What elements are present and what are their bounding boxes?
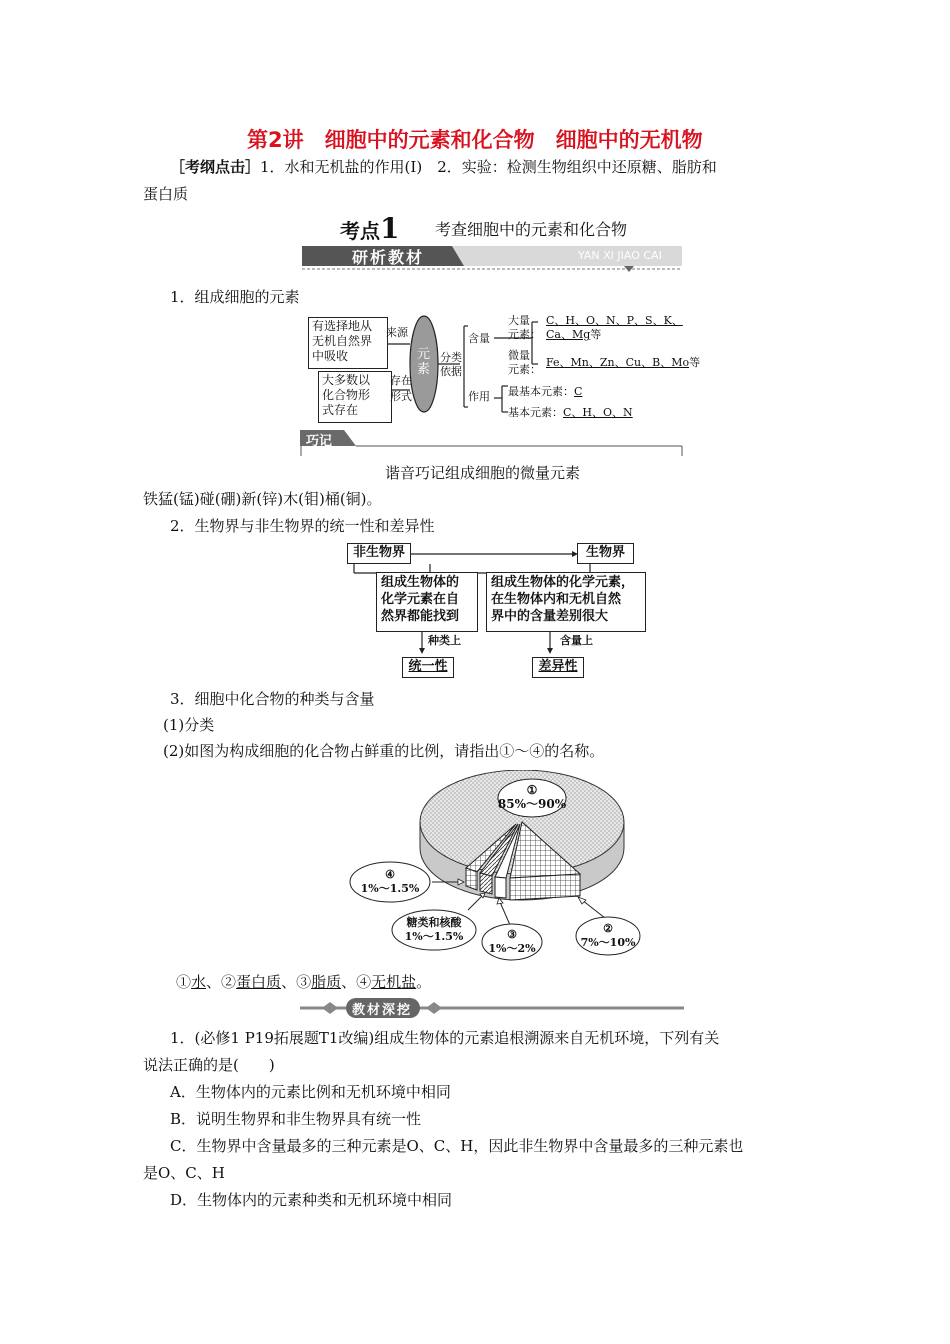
s2-left-line3: 然界都能找到 [381,609,460,624]
jiaocai-tag: 教材深挖 [352,1003,413,1018]
source-line3: 中吸收 [312,349,349,363]
answer-sep1: 、② [206,973,237,991]
major-suffix: 等 [590,328,602,341]
answer-sep2: 、③ [281,973,312,991]
s2-right-result-text: 差异性 [538,659,578,674]
s3-sub1: (1)分类 [163,716,215,734]
s3-heading: 3．细胞中化合物的种类与含量 [170,690,375,708]
pie-label-sugar-value: 1%～1.5% [404,930,464,943]
major-label-2: 元素： [508,328,541,341]
banner-right: YAN XI JIAO CAI [578,249,662,262]
minor-label-2: 元素： [508,363,541,376]
s2-right-line2: 在生物体内和无机自然 [491,592,622,607]
q1-option-c1: C．生物界中含量最多的三种元素是O、C、H，因此非生物界中含量最多的三种元素也 [170,1137,744,1155]
classify-line1: 分类 [440,351,462,364]
center-char2: 素 [417,362,431,377]
center-char1: 元 [417,347,431,362]
kaogang-tag: ［考纲点击］ [170,158,261,176]
exist-line3: 式存在 [322,403,359,417]
kaodian-number: 1 [380,212,400,245]
kaodian-label [340,212,399,245]
most-basic-value: C [574,385,583,398]
pie-label-1-value: 85%～90% [497,797,567,811]
pie-label-sugar [392,916,476,944]
major-values-2-text: Ca、Mg [546,328,591,341]
minor-label [508,349,541,377]
s2-right-arrow-label: 含量上 [560,634,593,647]
pie-label-4 [348,868,432,896]
s2-left-line1: 组成生物体的 [381,575,460,590]
q1-line2: 说法正确的是( ) [143,1056,275,1074]
qiaoji-title: 谐音巧记组成细胞的微量元素 [385,464,581,482]
exist-line1: 大多数以 [322,373,371,387]
basic-value: C、H、O、N [563,406,633,419]
answer-lipid: 脂质 [311,973,342,991]
q1-option-c2: 是O、C、H [143,1164,225,1182]
role-label: 作用 [468,390,490,403]
q1-line1: 1．(必修1 P19拓展题T1改编)组成生物体的元素追根溯源来自无机环境，下列有关 [170,1029,720,1047]
s3-answer [176,972,431,992]
exist-label-1: 存在 [390,374,412,387]
q1-option-a: A．生物体内的元素比例和无机环境中相同 [170,1083,451,1101]
classify-label [440,351,462,379]
major-label [508,314,541,342]
s2-nonliving: 非生物界 [347,543,411,564]
answer-sep3: 、④ [341,973,372,991]
s2-left-result [402,657,454,678]
s2-right-line1: 组成生物体的化学元素， [491,575,635,590]
page-title: 第2讲 细胞中的元素和化合物 细胞中的无机物 [247,128,703,152]
s2-left-box [376,572,478,632]
minor-suffix: 等 [689,356,701,369]
s2-right-result [532,657,584,678]
source-line2: 无机自然界 [312,334,373,348]
pie-label-4-value: 1%～1.5% [360,882,420,895]
qiaoji-tag: 巧记 [306,434,333,449]
kaodian-title: 考查细胞中的元素和化合物 [435,220,628,239]
s2-left-result-text: 统一性 [408,659,448,674]
qiaoji-text: 铁猛(锰)碰(硼)新(锌)木(钼)桶(铜)。 [143,490,382,508]
most-basic [508,385,582,399]
s2-left-arrow-label: 种类上 [428,634,461,647]
major-values-2 [546,328,601,342]
pie-label-3-value: 1%～2% [488,942,536,955]
major-label-1: 大量 [508,314,530,327]
pie-label-1-name: ① [526,783,538,797]
q1-option-b: B．说明生物界和非生物界具有统一性 [170,1110,422,1128]
kaodian-word: 考点 [340,219,380,243]
center-element [417,347,430,377]
qiaoji-frame [300,426,684,458]
pie-label-1 [480,783,584,811]
s2-right-line3: 界中的含量差别很大 [491,609,609,624]
most-basic-label: 最基本元素： [508,385,574,398]
s3-sub2: (2)如图为构成细胞的化合物占鲜重的比例，请指出①～④的名称。 [163,742,605,760]
source-label: 来源 [386,326,408,339]
pie-label-2-value: 7%～10% [580,936,636,949]
pie-label-2-name: ② [603,922,613,935]
s1-heading: 1．组成细胞的元素 [170,288,300,306]
exist-box [318,371,392,423]
basic-label: 基本元素： [508,406,563,419]
answer-n1: ① [176,973,192,991]
content-label: 含量 [468,332,490,345]
basic [508,406,633,420]
minor-label-1: 微量 [508,349,530,362]
pie-label-3 [482,928,542,956]
major-values-1: C、H、O、N、P、S、K、 [546,314,683,327]
banner-left: 研析教材 [352,248,425,267]
exist-line2: 化合物形 [322,388,371,402]
s2-heading: 2．生物界与非生物界的统一性和差异性 [170,517,435,535]
s2-living: 生物界 [577,543,634,564]
kaogang-line2: 蛋白质 [143,185,189,203]
s2-right-box [486,572,646,632]
source-box [308,317,388,369]
pie-label-sugar-name: 糖类和核酸 [406,916,462,929]
q1-option-d: D．生物体内的元素种类和无机环境中相同 [170,1191,453,1209]
classify-line2: 依据 [440,365,462,378]
minor-values-text: Fe、Mn、Zn、Cu、B、Mo [546,356,690,369]
kaogang-line1 [170,157,717,177]
kaogang-text: 1．水和无机盐的作用(Ⅰ) 2．实验：检测生物组织中还原糖、脂肪和 [260,158,717,176]
pie-label-2 [576,922,640,950]
answer-salt: 无机盐 [371,973,417,991]
source-line1: 有选择地从 [312,319,373,333]
s2-left-line2: 化学元素在自 [381,592,460,607]
exist-label-2: 形式 [390,390,412,403]
minor-values [546,356,700,370]
answer-protein: 蛋白质 [236,973,282,991]
answer-end: 。 [416,973,432,991]
pie-label-4-name: ④ [385,868,395,881]
pie-label-3-name: ③ [507,928,517,941]
answer-water: 水 [191,973,207,991]
